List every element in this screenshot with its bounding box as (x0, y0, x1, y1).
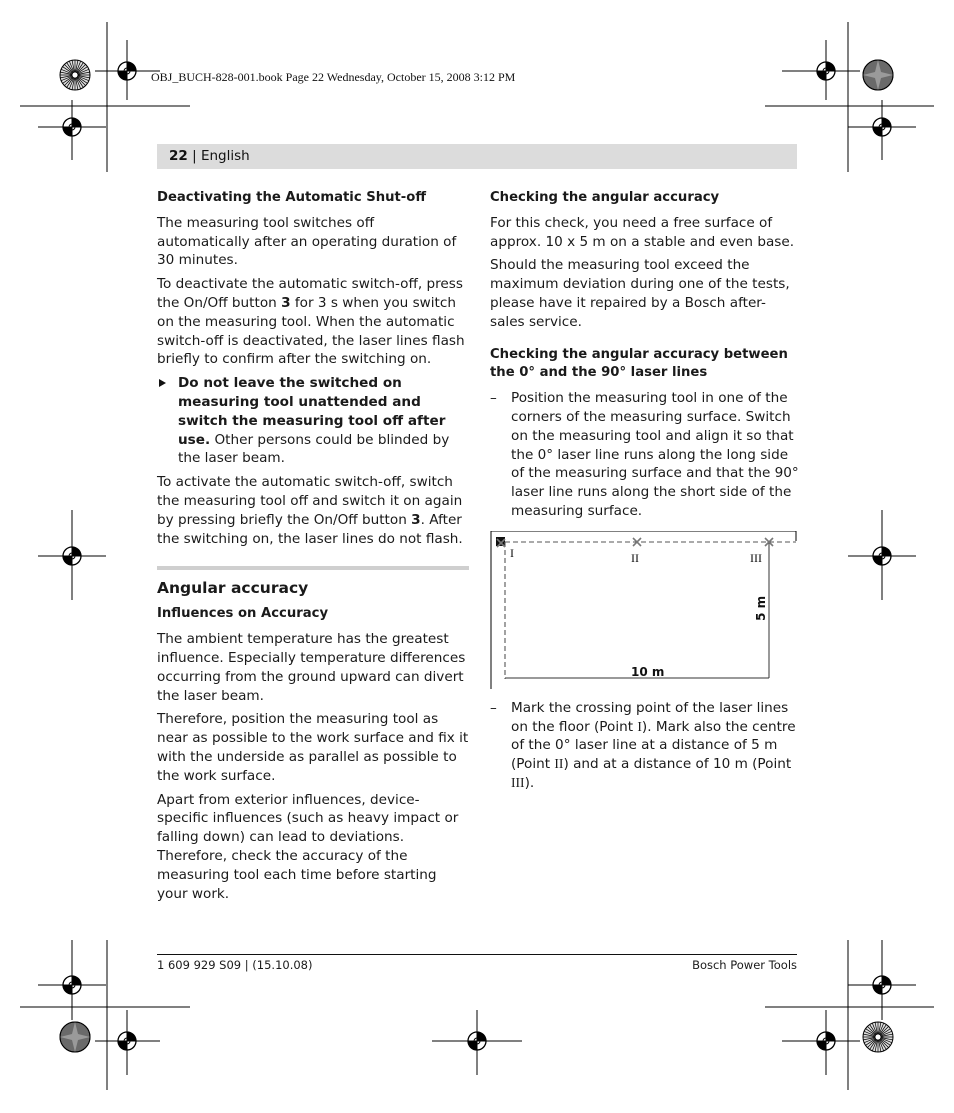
step-item (490, 699, 800, 793)
paragraph: The ambient temperature has the greatest influence. Especially temperature differences occurring from the ground upward can divert the laser beam. (157, 631, 466, 704)
warning-text: Other persons could be blinded by the laser beam. (178, 431, 450, 467)
section-title: Angular accuracy (157, 579, 309, 598)
label-point-III: III (750, 550, 762, 565)
label-5m: 5 m (754, 595, 769, 621)
warning-bullet (157, 374, 469, 468)
dash-mark: – (490, 390, 497, 407)
dash-mark: – (490, 699, 497, 716)
label-point-II: II (631, 550, 639, 565)
label-point-I: I (510, 545, 514, 560)
footer-brand: Bosch Power Tools (692, 958, 797, 972)
header-separator: | (187, 148, 201, 164)
paragraph: Should the measuring tool exceed the maximum deviation during one of the tests, please have it repaired by a Bosch after-sales service. (490, 257, 790, 330)
print-info: OBJ_BUCH-828-001.book Page 22 Wednesday, October 15, 2008 3:12 PM (151, 70, 516, 84)
paragraph: To activate the automatic switch-off, switch the measuring tool off and switch it on again by pressing briefly the On/Off button 3. After the switching on, the laser lines do not flash. (157, 474, 463, 547)
step-text: Position the measuring tool in one of the corners of the measuring surface. Switch on the measuring tool and align it so that the 0° laser line runs along the long side of the measuring surface and that the 90° laser line runs along the short side of the measuring surface. (511, 390, 799, 519)
warning-bold: Do not leave the switched on measuring tool unattended and switch the measuring tool off after use. (178, 375, 446, 448)
page-number: 22 (169, 148, 188, 164)
footer-doc-number: 1 609 929 S09 | (15.10.08) (157, 958, 313, 972)
right-column (490, 189, 800, 798)
left-column (157, 189, 469, 908)
paragraph: Therefore, position the measuring tool as near as possible to the work surface and fix it with the underside as parallel as possible to the work surface. (157, 711, 469, 784)
arrow-icon (159, 379, 166, 387)
label-10m: 10 m (631, 664, 665, 679)
heading-shutoff: Deactivating the Automatic Shut-off (157, 190, 427, 205)
paragraph: The measuring tool switches off automatically after an operating duration of 30 minutes. (157, 214, 457, 269)
measuring-surface-diagram (490, 531, 800, 691)
heading-check: Checking the angular accuracy (490, 190, 720, 205)
heading-influences: Influences on Accuracy (157, 606, 329, 622)
section-rule (157, 566, 469, 570)
step-item (490, 389, 800, 521)
footer-rule (157, 954, 797, 955)
paragraph: To deactivate the automatic switch-off, press the On/Off button 3 for 3 s when you switch on the measuring tool. When the automatic switch-off is deactivated, the laser lines flash briefly to confirm after the switching on. (157, 276, 465, 368)
step-text: Mark the crossing point of the laser lines on the floor (Point I). Mark also the centre of the 0° laser line at a distance of 5 m (Point II) and at a distance of 10 m (Point III). (511, 699, 796, 791)
paragraph: For this check, you need a free surface of approx. 10 x 5 m on a stable and even base. (490, 214, 795, 250)
header-language: English (200, 148, 250, 164)
paragraph: Apart from exterior influences, device-specific influences (such as heavy impact or falling down) can lead to deviations. Therefore, check the accuracy of the measuring tool each time before starting your work. (157, 791, 459, 902)
heading-between: Checking the angular accuracy between the 0° and the 90° laser lines (490, 346, 788, 381)
page-header (157, 144, 797, 169)
